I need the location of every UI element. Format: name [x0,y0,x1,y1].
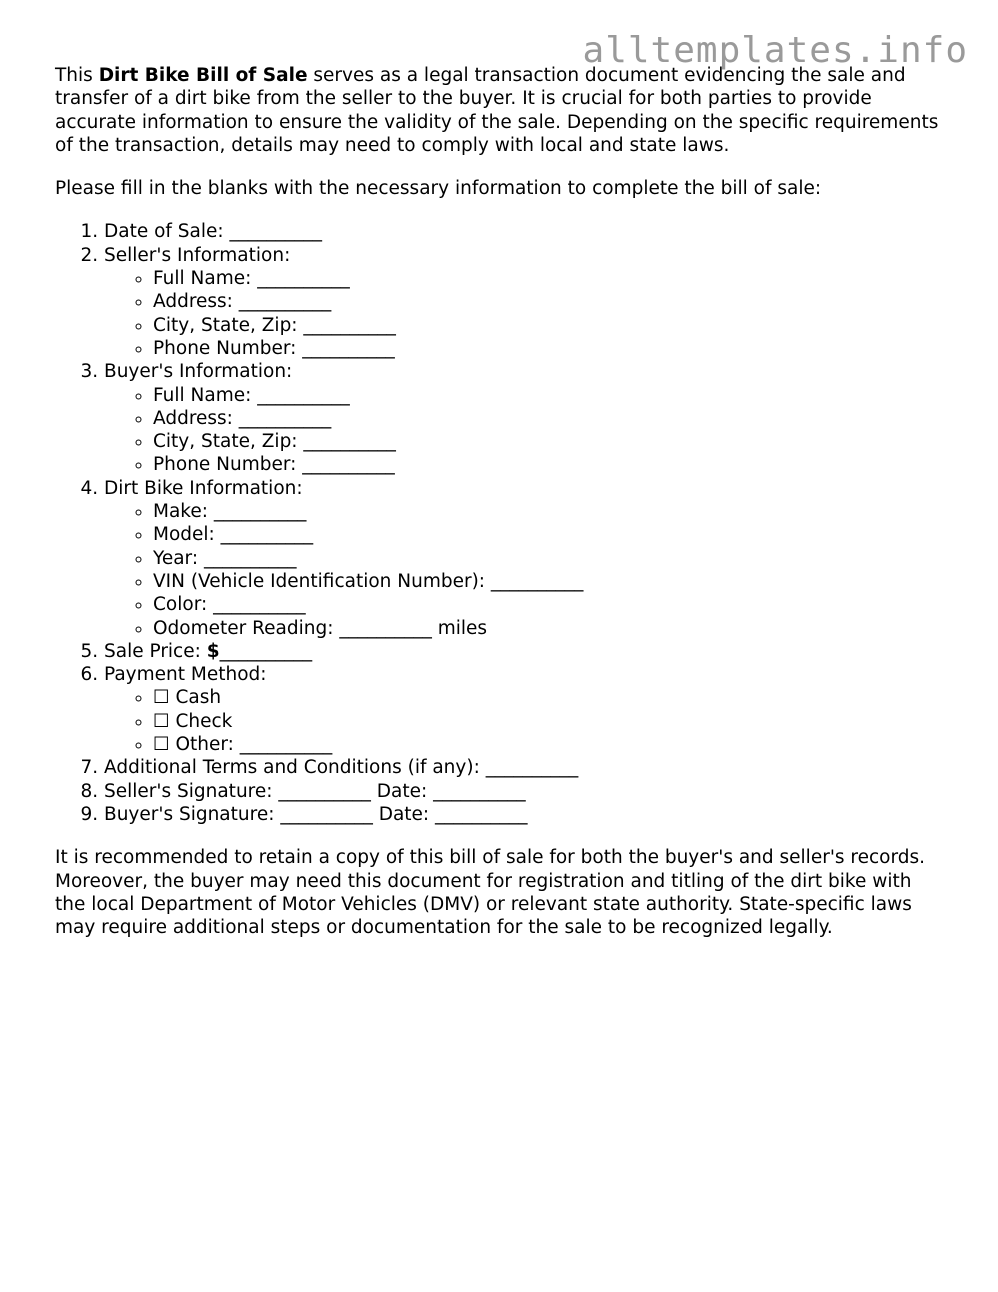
cash-checkbox[interactable]: ☐ Cash [153,687,222,709]
list-item [153,500,945,523]
document-body [55,64,945,939]
buyer-address-blank[interactable]: __________ [238,407,332,429]
buyer-city-blank[interactable]: __________ [303,431,396,453]
intro-prefix: This [55,65,99,86]
odometer-blank[interactable]: __________ [339,617,432,639]
dollar-sign: $ [206,640,220,662]
list-item [153,453,945,476]
list-item-seller-signature [104,780,945,803]
other-blank[interactable]: __________ [239,734,333,756]
list-item [153,523,945,546]
seller-signature-label: Seller's Signature: [104,780,279,802]
make-label: Make: [153,501,214,523]
list-item [153,710,945,733]
seller-date-blank[interactable]: __________ [433,780,526,802]
list-item [153,733,945,756]
date-of-sale-label: Date of Sale: [104,221,230,243]
list-item [153,430,945,453]
buyer-full-name-blank[interactable]: __________ [257,384,350,406]
intro-text: serves as a legal transaction document evidencing the sale and transfer of a dirt bike from the seller to the buyer. It is crucial for both parties to provide accurate information to ensure the validity of the sale. Depending on the specific requirements of the transaction, details may need to comply with local and state laws. [55,65,939,156]
color-blank[interactable]: __________ [213,594,306,616]
sale-price-label: Sale Price: [104,640,207,662]
closing-paragraph: It is recommended to retain a copy of this bill of sale for both the buyer's and seller's records. Moreover, the buyer may need this document for registration and titling of the dirt bike with the local Department of Motor Vehicles (DMV) or relevant state authority. State-specific laws may require additional steps or documentation for the sale to be recognized legally. [55,847,926,939]
vin-blank[interactable]: __________ [490,570,584,592]
seller-phone-label: Phone Number: [153,337,303,359]
seller-info-list [104,267,945,360]
bike-info-list [104,500,945,640]
buyer-info-label: Buyer's Information: [104,361,293,383]
form-fields-list [55,220,945,826]
list-item [153,547,945,570]
year-blank[interactable]: __________ [203,547,297,569]
list-item [153,593,945,616]
seller-city-label: City, State, Zip: [153,314,304,336]
seller-phone-blank[interactable]: __________ [302,337,395,359]
bike-info-label: Dirt Bike Information: [104,477,303,499]
intro-paragraph [55,64,945,157]
list-item-buyer-signature [104,803,945,826]
instructions: Please fill in the blanks with the necessary information to complete the bill of sale: [55,178,822,200]
model-blank[interactable]: __________ [220,524,314,546]
list-item-date-of-sale [104,220,945,243]
watermark: alltemplates.info [582,30,968,71]
list-item [153,314,945,337]
additional-terms-blank[interactable]: __________ [485,757,579,779]
seller-full-name-blank[interactable]: __________ [257,268,350,290]
buyer-info-list [104,384,945,477]
buyer-phone-label: Phone Number: [153,454,303,476]
list-item [153,337,945,360]
list-item [153,686,945,709]
list-item-bike-info [104,477,945,640]
buyer-address-label: Address: [153,407,239,429]
buyer-city-label: City, State, Zip: [153,431,304,453]
additional-terms-label: Additional Terms and Conditions (if any): [104,757,486,779]
list-item [153,384,945,407]
seller-full-name-label: Full Name: [153,268,258,290]
date-of-sale-blank[interactable]: __________ [229,221,323,243]
sale-price-blank[interactable]: __________ [219,640,313,662]
list-item-payment-method [104,663,945,756]
odometer-label: Odometer Reading: [153,617,340,639]
payment-method-list [104,686,945,756]
buyer-phone-blank[interactable]: __________ [302,454,395,476]
seller-info-label: Seller's Information: [104,244,291,266]
buyer-signature-blank[interactable]: __________ [280,803,373,825]
seller-address-label: Address: [153,291,239,313]
list-item [153,570,945,593]
document-title: Dirt Bike Bill of Sale [98,65,308,86]
list-item-buyer-info [104,360,945,476]
seller-date-label: Date: [370,780,434,802]
list-item [153,617,945,640]
buyer-date-label: Date: [372,803,436,825]
list-item [153,267,945,290]
color-label: Color: [153,594,214,616]
list-item [153,407,945,430]
payment-method-label: Payment Method: [104,664,267,686]
list-item-additional-terms [104,756,945,779]
buyer-signature-label: Buyer's Signature: [104,803,281,825]
model-label: Model: [153,524,221,546]
buyer-full-name-label: Full Name: [153,384,258,406]
seller-signature-blank[interactable]: __________ [278,780,371,802]
list-item-seller-info [104,244,945,360]
list-item [153,290,945,313]
check-checkbox[interactable]: ☐ Check [153,710,233,732]
list-item-sale-price [104,640,945,663]
vin-label: VIN (Vehicle Identification Number): [153,570,491,592]
odometer-unit: miles [431,617,488,639]
buyer-date-blank[interactable]: __________ [435,803,528,825]
other-checkbox[interactable]: ☐ Other: [153,734,240,756]
make-blank[interactable]: __________ [213,501,307,523]
year-label: Year: [153,547,204,569]
seller-city-blank[interactable]: __________ [303,314,396,336]
seller-address-blank[interactable]: __________ [238,291,332,313]
